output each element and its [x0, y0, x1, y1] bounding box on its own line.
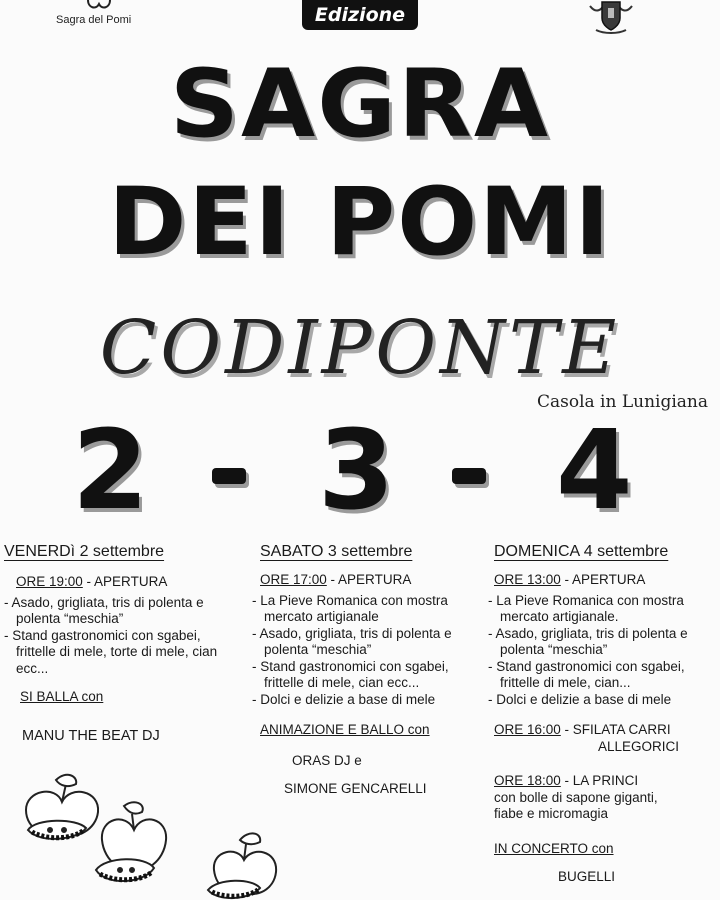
- opening-label: - APERTURA: [560, 572, 646, 587]
- edition-badge: Edizione: [302, 0, 418, 30]
- apple-illustration-icon: [200, 826, 290, 900]
- concert-artist: BUGELLI: [558, 869, 616, 884]
- opening-line: [488, 572, 720, 589]
- logo-text: Sagra del Pomi: [56, 14, 132, 26]
- title-line-1: SAGRA: [169, 50, 551, 159]
- date-day-3: 4: [556, 406, 633, 534]
- event-dates: [0, 406, 720, 534]
- day-heading: VENERDì 2 settembre: [4, 543, 165, 560]
- program-item: - Asado, grigliata, tris di polenta e polenta “meschia”: [252, 626, 470, 659]
- program-item: - Asado, grigliata, tris di polenta e polenta “meschia”: [4, 595, 226, 628]
- day-heading: SABATO 3 settembre: [260, 543, 413, 560]
- show-line: [488, 773, 720, 790]
- parade-time: ORE 16:00: [494, 722, 561, 737]
- program-item: - Dolci e delizie a base di mele: [252, 692, 470, 709]
- opening-line: [4, 574, 244, 591]
- title-line-2: DEI POMI: [108, 168, 612, 277]
- program-friday: [4, 542, 244, 744]
- parade-label: - SFILATA CARRI: [560, 722, 671, 737]
- opening-time: ORE 19:00: [16, 574, 83, 589]
- date-separator: [452, 468, 486, 484]
- program-item: - Stand gastronomici con sgabei, frittelle di mele, cian...: [488, 659, 714, 692]
- opening-time: ORE 13:00: [494, 572, 561, 587]
- program-sunday: [488, 542, 720, 886]
- opening-line: [252, 572, 484, 589]
- opening-label: - APERTURA: [82, 574, 168, 589]
- opening-label: - APERTURA: [326, 572, 412, 587]
- dance-artist: MANU THE BEAT DJ: [22, 727, 160, 744]
- show-desc: fiabe e micromagia: [494, 806, 609, 821]
- municipal-crest-icon: [588, 0, 634, 36]
- date-day-2: 3: [318, 406, 395, 534]
- parade-label-2: ALLEGORICI: [598, 738, 680, 754]
- program-item: - Stand gastronomici con sgabei, frittelle di mele, torte di mele, cian ecc...: [4, 628, 226, 678]
- apples-illustration-icon: [16, 770, 176, 900]
- program-item: - La Pieve Romanica con mostra mercato artigianale: [252, 593, 470, 626]
- program-item: - Asado, grigliata, tris di polenta e polenta “meschia”: [488, 626, 714, 659]
- show-label: - LA PRINCI: [560, 773, 639, 788]
- program-item: - Dolci e delizie a base di mele: [488, 692, 714, 709]
- concert-label: IN CONCERTO con: [494, 840, 614, 856]
- opening-time: ORE 17:00: [260, 572, 327, 587]
- performer: ORAS DJ e: [292, 752, 362, 768]
- date-separator: [212, 468, 246, 484]
- performer: SIMONE GENCARELLI: [284, 781, 427, 796]
- date-day-1: 2: [72, 406, 149, 534]
- program-item: - Stand gastronomici con sgabei, frittelle di mele, cian ecc...: [252, 659, 470, 692]
- sublocation: Casola in Lunigiana: [536, 392, 708, 412]
- program-item: - La Pieve Romanica con mostra mercato artigianale.: [488, 593, 714, 626]
- show-desc: con bolle di sapone giganti,: [494, 789, 658, 805]
- event-logo: [48, 0, 148, 32]
- apple-logo-icon: [84, 0, 114, 12]
- show-time: ORE 18:00: [494, 773, 561, 788]
- location-title: CODIPONTE: [99, 305, 621, 391]
- entertainment-label: ANIMAZIONE E BALLO con: [260, 722, 430, 737]
- parade-line: [488, 722, 720, 739]
- dance-label: SI BALLA con: [20, 689, 104, 704]
- day-heading: DOMENICA 4 settembre: [494, 543, 669, 560]
- program-saturday: [252, 542, 484, 798]
